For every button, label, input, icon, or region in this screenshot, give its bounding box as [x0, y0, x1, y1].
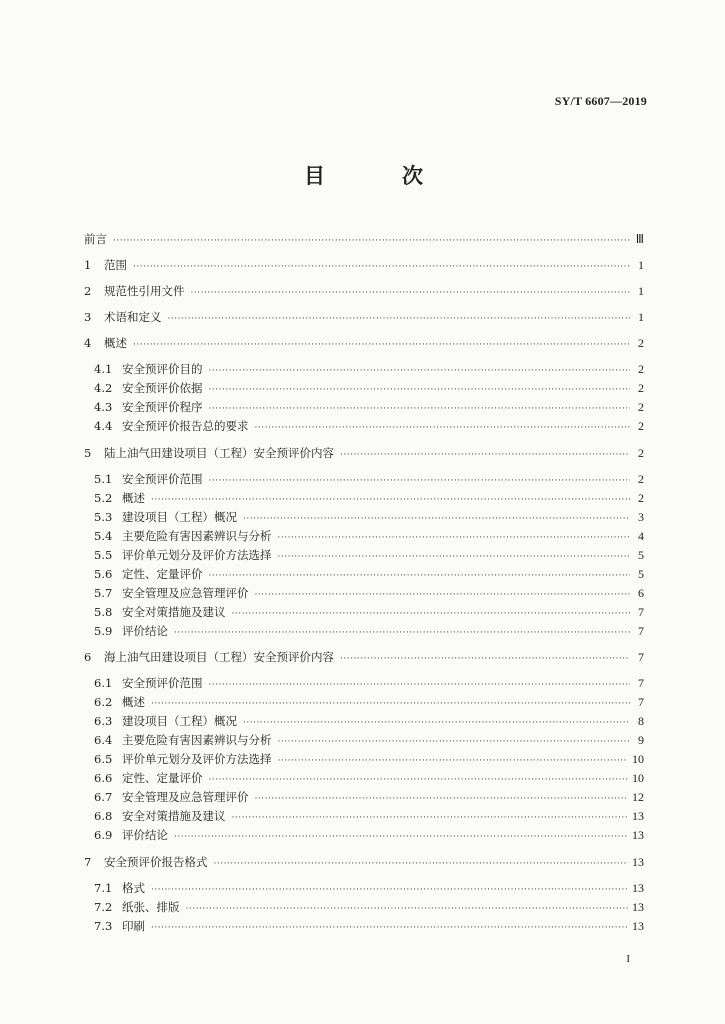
toc-entry-page: 7	[638, 605, 644, 619]
toc-entry-label: 概述	[122, 695, 145, 709]
toc-dot-leader	[255, 794, 629, 804]
toc-entry-page: 2	[638, 491, 644, 505]
page-title: 目 次	[304, 163, 451, 188]
toc-entry-label: 格式	[122, 881, 145, 895]
toc-entry-number: 6.2	[94, 695, 113, 709]
toc-entry-page: 5	[638, 567, 644, 581]
toc-entry-page: 10	[632, 771, 644, 785]
toc-entry-label: 前言	[84, 232, 107, 246]
toc-entry-page: 7	[638, 650, 644, 664]
toc-entry-number: 1	[84, 258, 92, 272]
toc-entry-number: 7.1	[94, 881, 113, 895]
toc-entry-label: 安全预评价报告总的要求	[122, 419, 249, 433]
toc-entry[interactable]	[94, 604, 644, 621]
toc-entry-label: 评价单元划分及评价方法选择	[122, 752, 272, 766]
toc-entry-number: 5.7	[94, 586, 113, 600]
toc-entry-page: 2	[638, 446, 644, 460]
toc-dot-leader	[209, 385, 631, 395]
toc-entry[interactable]	[94, 808, 644, 825]
toc-dot-leader	[255, 590, 631, 600]
toc-dot-leader	[278, 756, 629, 766]
toc-entry[interactable]	[94, 509, 644, 526]
toc-entry[interactable]	[94, 399, 644, 416]
toc-entry[interactable]	[94, 789, 644, 806]
toc-dot-leader	[174, 628, 630, 638]
toc-entry-number: 7	[84, 855, 92, 869]
toc-entry-page: 5	[638, 548, 644, 562]
toc-dot-leader	[209, 476, 631, 486]
toc-entry-page: 2	[638, 472, 644, 486]
toc-entry[interactable]	[94, 770, 644, 787]
toc-dot-leader	[278, 552, 631, 562]
toc-dot-leader	[209, 775, 629, 785]
toc-entry-number: 4	[84, 336, 92, 350]
toc-dot-leader	[243, 514, 630, 524]
toc-entry-label: 印刷	[122, 919, 145, 933]
toc-entry-label: 范围	[104, 258, 127, 272]
toc-entry-label: 建设项目（工程）概况	[122, 510, 237, 524]
toc-entry-label: 安全对策措施及建议	[122, 605, 226, 619]
toc-entry-page: 7	[638, 695, 644, 709]
toc-entry-number: 5.6	[94, 567, 113, 581]
toc-entry-label: 安全管理及应急管理评价	[122, 790, 249, 804]
toc-dot-leader	[133, 340, 630, 350]
toc-entry[interactable]	[94, 566, 644, 583]
toc-entry-page: 1	[638, 310, 644, 324]
toc-dot-leader	[151, 699, 630, 709]
toc-entry-page: 4	[638, 529, 644, 543]
toc-entry[interactable]	[94, 713, 644, 730]
toc-entry-page: 2	[638, 419, 644, 433]
toc-dot-leader	[209, 366, 631, 376]
toc-entry-label: 评价结论	[122, 624, 168, 638]
toc-entry[interactable]	[84, 283, 644, 300]
toc-entry-page: 12	[632, 790, 644, 804]
toc-entry-number: 7.2	[94, 900, 113, 914]
toc-entry[interactable]	[94, 528, 644, 545]
toc-entry-page: 13	[632, 881, 644, 895]
toc-entry[interactable]	[84, 309, 644, 326]
toc-entry-page: 2	[638, 336, 644, 350]
toc-entry-label: 安全预评价程序	[122, 400, 203, 414]
toc-entry-label: 规范性引用文件	[104, 284, 185, 298]
toc-entry-label: 海上油气田建设项目（工程）安全预评价内容	[104, 650, 334, 664]
toc-entry-label: 定性、定量评价	[122, 567, 203, 581]
toc-entry[interactable]	[94, 732, 644, 749]
toc-entry-label: 评价结论	[122, 828, 168, 842]
toc-dot-leader	[209, 404, 631, 414]
toc-dot-leader	[191, 288, 631, 298]
page-number: I	[626, 953, 630, 965]
toc-entry-label: 定性、定量评价	[122, 771, 203, 785]
toc-entry-number: 5	[84, 446, 92, 460]
toc-entry-label: 安全预评价依据	[122, 381, 203, 395]
toc-entry-label: 评价单元划分及评价方法选择	[122, 548, 272, 562]
toc-entry-number: 6.7	[94, 790, 113, 804]
toc-entry-page: 8	[638, 714, 644, 728]
toc-entry-number: 2	[84, 284, 92, 298]
toc-dot-leader	[278, 737, 631, 747]
toc-entry-number: 6	[84, 650, 92, 664]
toc-dot-leader	[209, 571, 631, 581]
toc-dot-leader	[214, 859, 629, 869]
toc-entry-number: 6.8	[94, 809, 113, 823]
toc-entry[interactable]	[94, 675, 644, 692]
toc-dot-leader	[186, 904, 629, 914]
toc-entry-page: 13	[632, 809, 644, 823]
toc-entry-number: 4.4	[94, 419, 113, 433]
toc-entry[interactable]	[94, 418, 644, 435]
toc-entry-label: 纸张、排版	[122, 900, 180, 914]
toc-entry-number: 6.9	[94, 828, 113, 842]
toc-dot-leader	[174, 832, 628, 842]
toc-entry-label: 安全管理及应急管理评价	[122, 586, 249, 600]
toc-entry-label: 主要危险有害因素辨识与分析	[122, 529, 272, 543]
toc-entry-page: 13	[632, 900, 644, 914]
toc-entry[interactable]	[94, 361, 644, 378]
toc-dot-leader	[340, 450, 630, 460]
toc-entry-number: 5.8	[94, 605, 113, 619]
toc-entry-page: 1	[638, 258, 644, 272]
toc-dot-leader	[151, 495, 630, 505]
toc-entry[interactable]	[84, 649, 644, 666]
toc-entry-number: 6.5	[94, 752, 113, 766]
toc-entry-page: 7	[638, 624, 644, 638]
toc-entry-label: 安全预评价报告格式	[104, 855, 208, 869]
toc-dot-leader	[113, 236, 630, 246]
toc-entry-number: 5.4	[94, 529, 113, 543]
toc-entry-number: 4.3	[94, 400, 113, 414]
toc-dot-leader	[232, 813, 629, 823]
toc-entry[interactable]	[84, 445, 644, 462]
toc-entry-page: 7	[638, 676, 644, 690]
toc-dot-leader	[151, 923, 628, 933]
toc-entry-page: 3	[638, 510, 644, 524]
toc-entry[interactable]	[84, 231, 644, 248]
toc-entry[interactable]	[94, 471, 644, 488]
toc-entry-page: 1	[638, 284, 644, 298]
toc-entry-label: 主要危险有害因素辨识与分析	[122, 733, 272, 747]
toc-entry-label: 概述	[104, 336, 127, 350]
toc-dot-leader	[151, 885, 628, 895]
toc-dot-leader	[255, 423, 631, 433]
toc-entry-number: 5.5	[94, 548, 113, 562]
toc-entry-label: 陆上油气田建设项目（工程）安全预评价内容	[104, 446, 334, 460]
toc-entry-number: 7.3	[94, 919, 113, 933]
toc-entry-page: 13	[632, 919, 644, 933]
toc-entry[interactable]	[94, 585, 644, 602]
toc-dot-leader	[278, 533, 631, 543]
toc-entry-page: 2	[638, 381, 644, 395]
toc-dot-leader	[340, 654, 630, 664]
toc-entry-label: 建设项目（工程）概况	[122, 714, 237, 728]
toc-entry-number: 6.6	[94, 771, 113, 785]
toc-entry[interactable]	[94, 918, 644, 935]
toc-entry-number: 4.1	[94, 362, 113, 376]
toc-entry-label: 概述	[122, 491, 145, 505]
toc-entry[interactable]	[94, 751, 644, 768]
toc-entry-number: 5.1	[94, 472, 113, 486]
toc-entry-page: Ⅲ	[635, 232, 644, 246]
toc-entry-number: 5.2	[94, 491, 113, 505]
toc-entry[interactable]	[94, 899, 644, 916]
toc-entry-label: 安全预评价范围	[122, 676, 203, 690]
toc-entry-number: 5.9	[94, 624, 113, 638]
toc-entry-number: 6.4	[94, 733, 113, 747]
toc-entry-label: 安全预评价目的	[122, 362, 203, 376]
toc-entry-number: 3	[84, 310, 92, 324]
toc-dot-leader	[168, 314, 631, 324]
toc-dot-leader	[209, 680, 631, 690]
toc-entry-page: 13	[632, 828, 644, 842]
toc-entry[interactable]	[94, 623, 644, 640]
toc-entry-number: 4.2	[94, 381, 113, 395]
toc-dot-leader	[232, 609, 631, 619]
toc-entry-number: 5.3	[94, 510, 113, 524]
toc-entry[interactable]	[94, 880, 644, 897]
toc-entry[interactable]	[94, 694, 644, 711]
toc-entry[interactable]	[94, 827, 644, 844]
toc-entry-page: 6	[638, 586, 644, 600]
toc-entry-page: 10	[632, 752, 644, 766]
toc-entry-label: 安全对策措施及建议	[122, 809, 226, 823]
toc-dot-leader	[133, 262, 630, 272]
standard-code: SY/T 6607—2019	[554, 94, 647, 108]
toc-entry[interactable]	[94, 380, 644, 397]
toc-entry-number: 6.3	[94, 714, 113, 728]
toc-entry-label: 术语和定义	[104, 310, 162, 324]
toc-dot-leader	[243, 718, 630, 728]
toc-entry-page: 2	[638, 362, 644, 376]
toc-entry[interactable]	[94, 547, 644, 564]
toc-entry-page: 2	[638, 400, 644, 414]
toc-entry-page: 9	[638, 733, 644, 747]
toc-entry[interactable]	[84, 257, 644, 274]
toc-entry-page: 13	[632, 855, 644, 869]
toc-entry-label: 安全预评价范围	[122, 472, 203, 486]
toc-entry[interactable]	[94, 490, 644, 507]
toc-entry[interactable]	[84, 854, 644, 871]
toc-entry[interactable]	[84, 335, 644, 352]
toc-entry-number: 6.1	[94, 676, 113, 690]
